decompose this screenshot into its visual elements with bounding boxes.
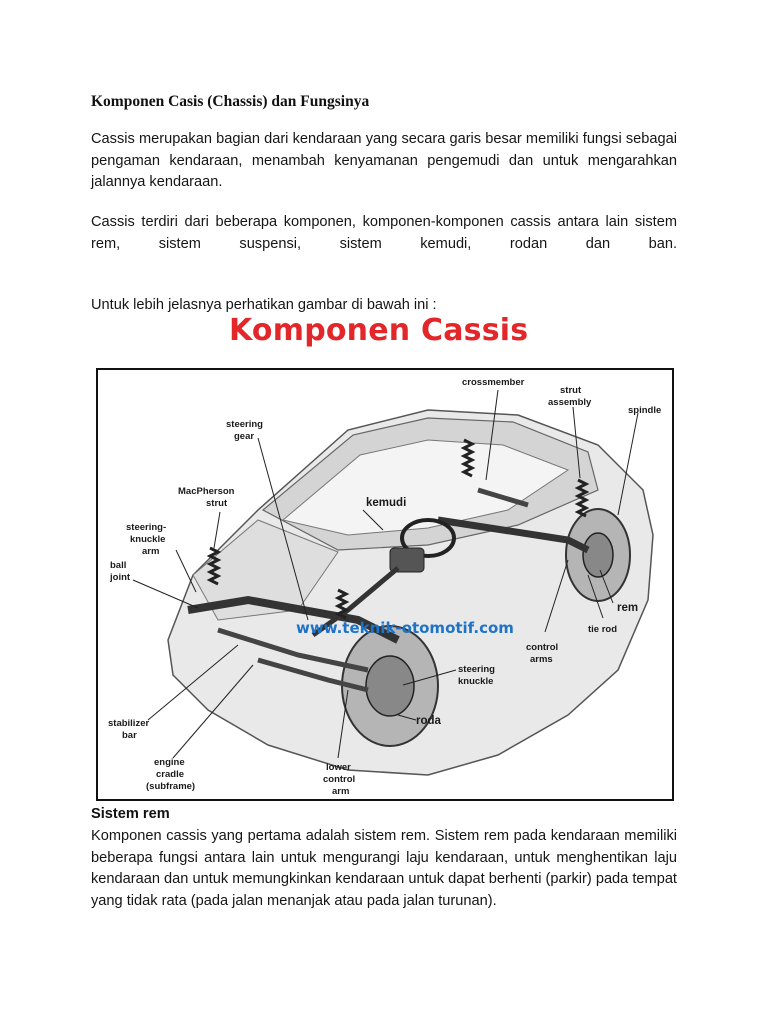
label-engine-cradle-3: (subframe) bbox=[146, 781, 196, 792]
paragraph-see-figure: Untuk lebih jelasnya perhatikan gambar di bawah ini : bbox=[91, 297, 437, 313]
front-hub bbox=[366, 656, 414, 716]
label-strut-assembly-1: strut bbox=[560, 385, 582, 396]
section-heading-sistem-rem: Sistem rem bbox=[91, 806, 170, 822]
label-strut-assembly-2: assembly bbox=[548, 397, 592, 408]
label-kemudi: kemudi bbox=[366, 497, 407, 509]
leader-macpherson bbox=[214, 512, 220, 548]
label-spindle: spindle bbox=[628, 405, 662, 416]
paragraph-components-text: Cassis terdiri dari beberapa komponen, komponen-komponen cassis antara lain sistem rem, sistem suspensi, sistem kemudi, rodan dan ban. bbox=[91, 214, 677, 252]
label-stabilizer-1: stabilizer bbox=[108, 718, 150, 729]
label-ball-joint-2: joint bbox=[110, 572, 131, 583]
label-ball-joint-1: ball bbox=[110, 560, 127, 571]
label-engine-cradle-1: engine bbox=[154, 757, 185, 768]
label-control-arms-2: arms bbox=[530, 654, 553, 665]
label-crossmember: crossmember bbox=[462, 377, 525, 388]
label-lower-arm-1: lower bbox=[326, 762, 351, 773]
label-knuckle-2: knuckle bbox=[458, 676, 494, 687]
label-knuckle-1: steering bbox=[458, 664, 495, 675]
label-control-arms-1: control bbox=[526, 642, 559, 653]
label-macpherson-2: strut bbox=[206, 498, 228, 509]
chassis-illustration bbox=[98, 370, 672, 799]
watermark-url: www.teknik-otomotif.com bbox=[296, 619, 514, 637]
leader-sk-arm bbox=[176, 550, 196, 592]
label-steering-gear-1: steering bbox=[226, 419, 263, 430]
label-macpherson-1: MacPherson bbox=[178, 486, 235, 497]
figure-title: Komponen Cassis bbox=[229, 313, 529, 348]
label-steering-gear-2: gear bbox=[234, 431, 255, 442]
label-stabilizer-2: bar bbox=[122, 730, 137, 741]
label-tie-rod: tie rod bbox=[588, 624, 618, 635]
label-roda: roda bbox=[416, 715, 441, 727]
label-sk-arm-3: arm bbox=[142, 546, 160, 557]
label-engine-cradle-2: cradle bbox=[156, 769, 184, 780]
label-rem: rem bbox=[617, 602, 639, 614]
paragraph-intro: Cassis merupakan bagian dari kendaraan yang secara garis besar memiliki fungsi sebagai pengaman kendaraan, menambah kenyamanan pengemudi dan untuk mengarahkan jalannya kendaraan. bbox=[91, 131, 677, 190]
paragraph-components bbox=[91, 212, 677, 255]
label-lower-arm-3: arm bbox=[332, 786, 350, 797]
label-sk-arm-2: knuckle bbox=[130, 534, 166, 545]
paragraph-sistem-rem: Komponen cassis yang pertama adalah sistem rem. Sistem rem pada kendaraan memiliki beberapa fungsi antara lain untuk mengurangi laju kendaraan, untuk menghentikan laju kendaraan dan untuk memungkinkan kendaraan untuk dapat berhenti (parkir) pada tempat yang tidak rata (pada jalan menanjak atau pada jalan turunan). bbox=[91, 828, 677, 909]
chassis-diagram bbox=[96, 368, 674, 801]
label-sk-arm-1: steering- bbox=[126, 522, 167, 533]
rear-hub bbox=[583, 533, 613, 577]
label-lower-arm-2: control bbox=[323, 774, 356, 785]
document-title: Komponen Casis (Chassis) dan Fungsinya bbox=[91, 93, 370, 110]
